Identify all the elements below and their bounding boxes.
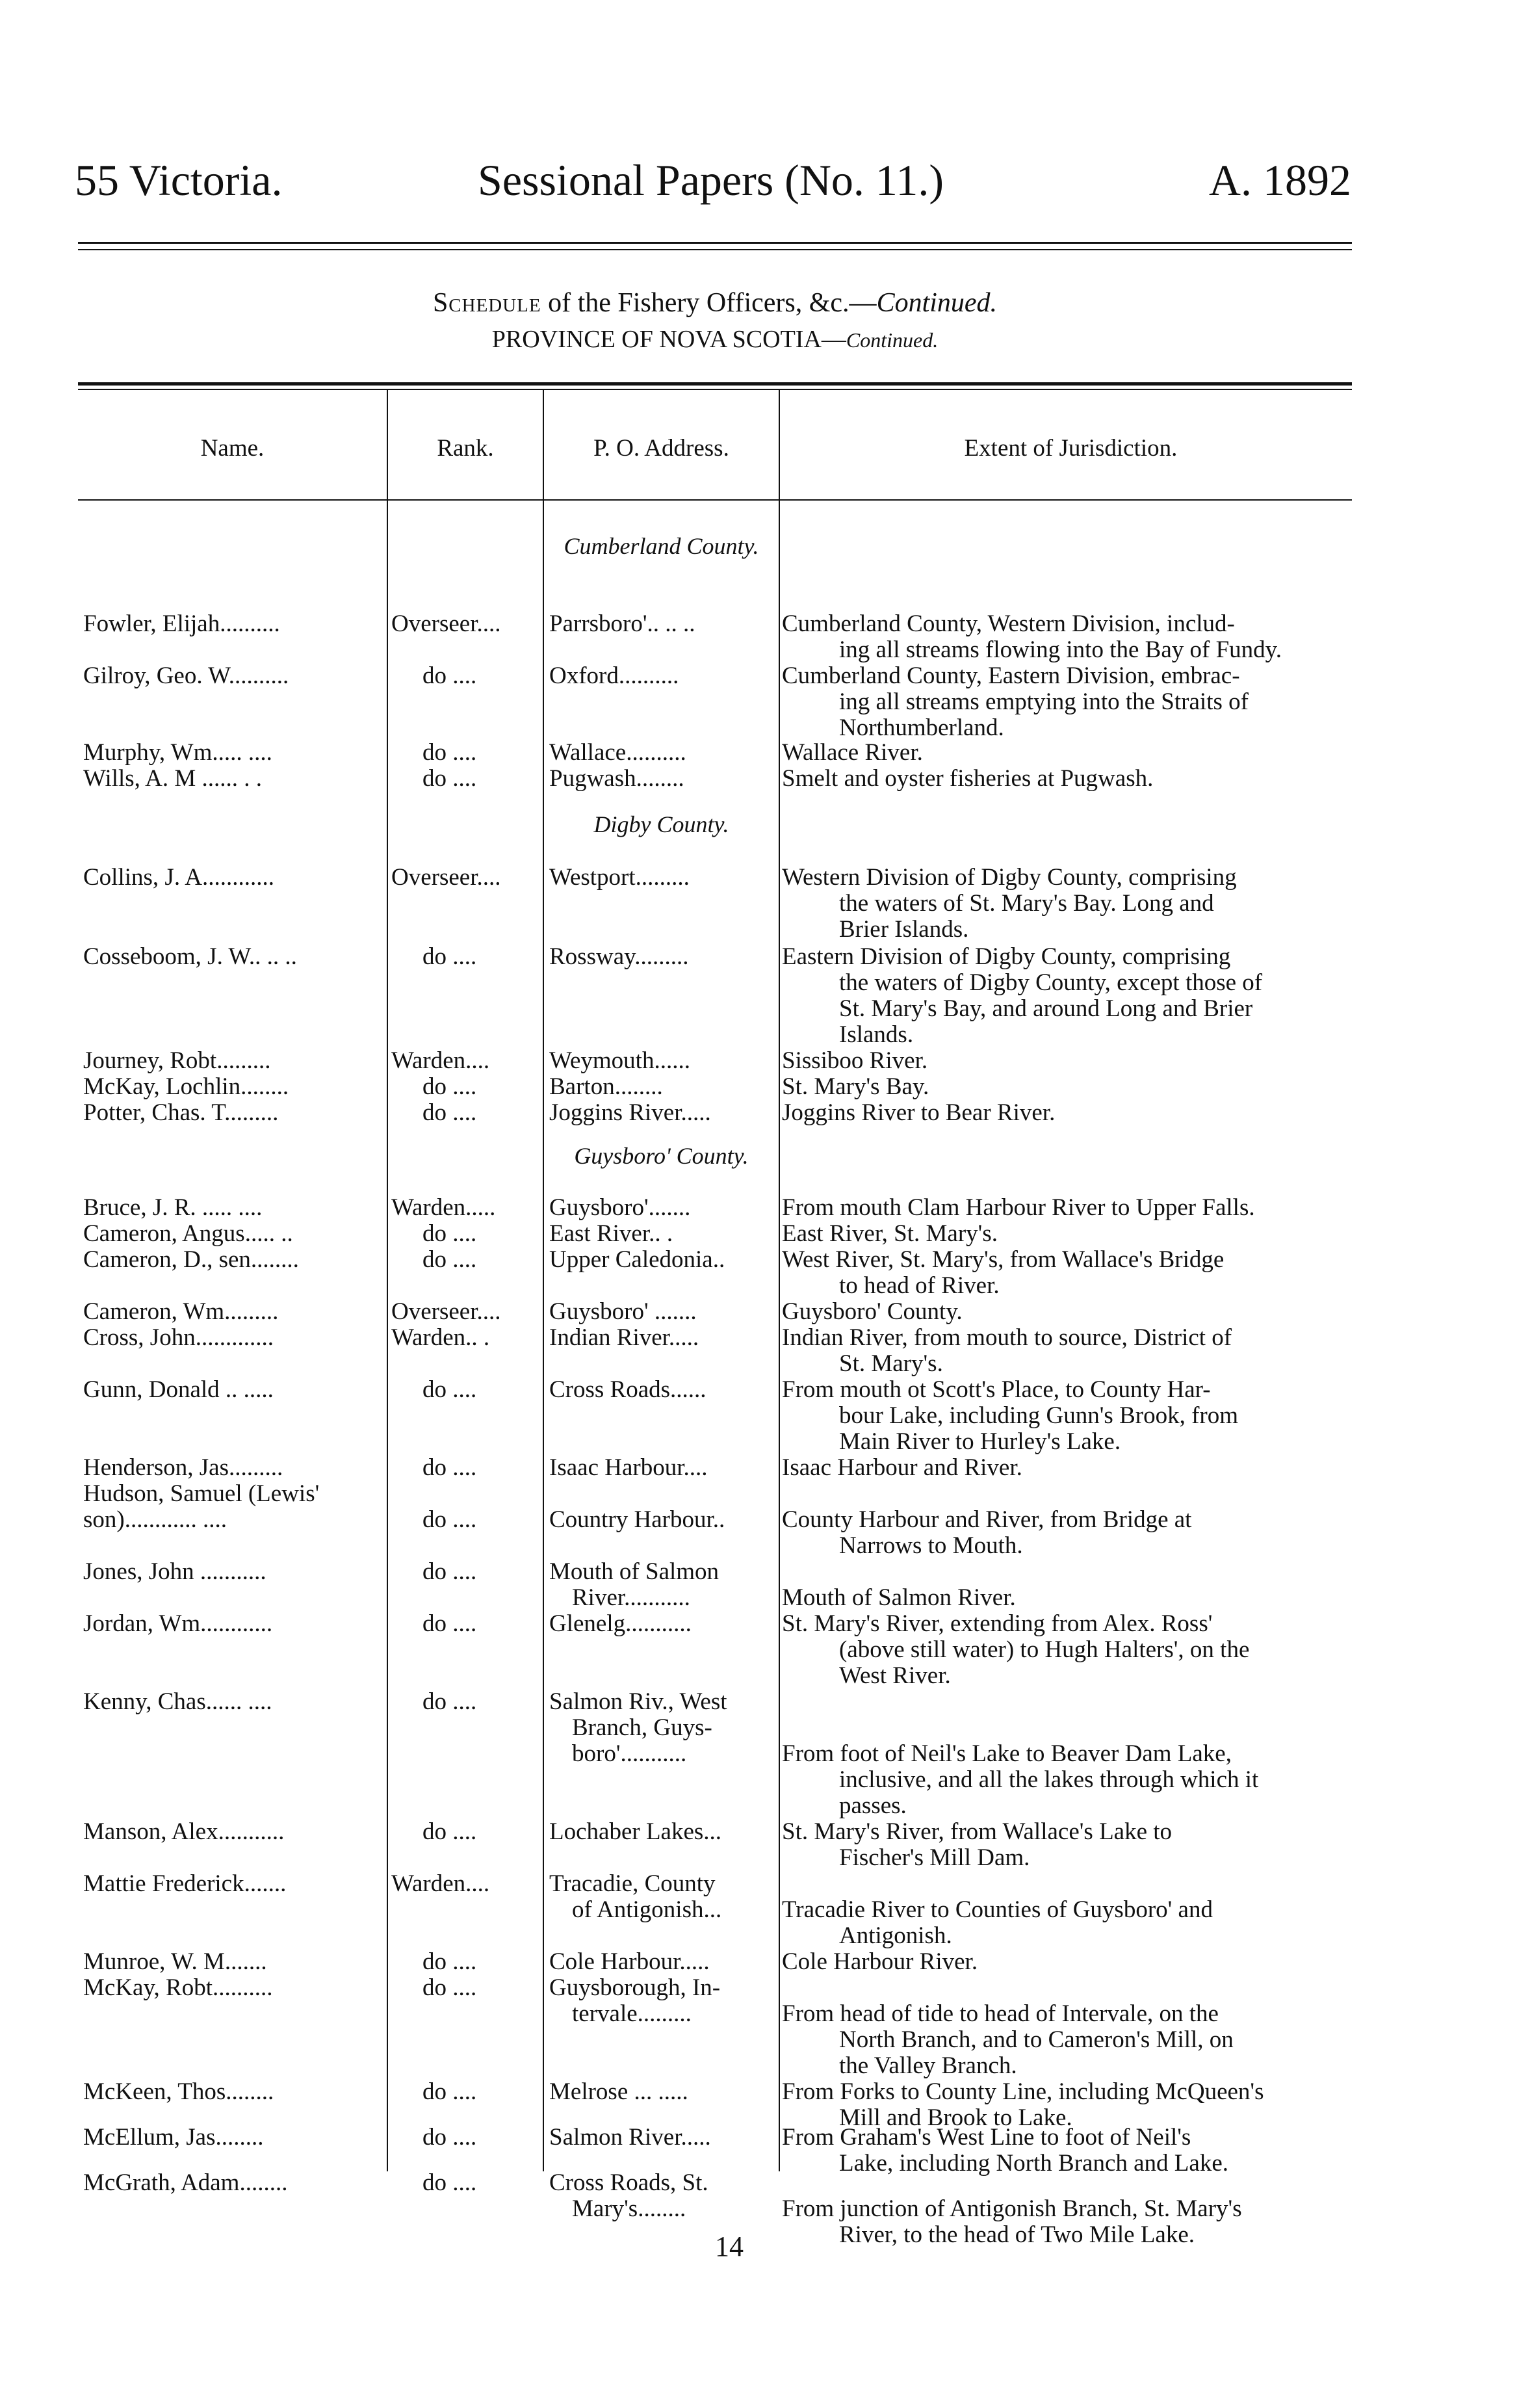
extent-line: From foot of Neil's Lake to Beaver Dam Lake, (782, 1740, 1232, 1767)
extent-line: ing all streams flowing into the Bay of Fundy. (839, 636, 1282, 663)
schedule-continued: Continued. (876, 288, 998, 318)
officer-name: Cameron, Angus..... .. (83, 1220, 293, 1247)
officer-rank: do .... (422, 2169, 477, 2196)
officer-extent (782, 1048, 1362, 1074)
header-address: P. O. Address. (593, 435, 729, 462)
county-heading-guysboro: Guysboro' County. (574, 1143, 749, 1169)
officer-extent (782, 1949, 1362, 1975)
extent-line: From head of tide to head of Intervale, on the (782, 2000, 1219, 2027)
officer-name: McEllum, Jas........ (83, 2124, 264, 2151)
extent-line: Islands. (839, 1021, 914, 1048)
officer-extent (782, 1377, 1362, 1455)
officer-rank: do .... (422, 1454, 477, 1481)
extent-line: County Harbour and River, from Bridge at (782, 1506, 1192, 1533)
officer-extent (782, 663, 1362, 741)
extent-line: Brier Islands. (839, 916, 969, 943)
officer-extent (782, 2196, 1362, 2248)
extent-line: Main River to Hurley's Lake. (839, 1428, 1121, 1455)
officer-name: Henderson, Jas......... (83, 1454, 283, 1481)
extent-line: From mouth Clam Harbour River to Upper Falls. (782, 1194, 1255, 1221)
officer-name-cont: son)............ .... (83, 1506, 227, 1533)
officer-extent (782, 1819, 1362, 1871)
officer-name: Mattie Frederick....... (83, 1870, 287, 1897)
officer-rank: do .... (422, 1818, 477, 1845)
extent-line: Smelt and oyster fisheries at Pugwash. (782, 765, 1154, 792)
officer-extent (782, 611, 1362, 663)
officer-extent (782, 1897, 1362, 1949)
officer-name: Gilroy, Geo. W.......... (83, 662, 289, 689)
officer-address: Joggins River..... (549, 1099, 711, 1126)
officer-rank: do .... (422, 1376, 477, 1403)
officer-rank: do .... (422, 1558, 477, 1585)
officer-address-cont: boro'........... (572, 1740, 687, 1767)
extent-line: Western Division of Digby County, comprising (782, 864, 1237, 891)
extent-line: River, to the head of Two Mile Lake. (839, 2221, 1195, 2248)
officer-name: Wills, A. M ...... . . (83, 765, 263, 792)
officer-extent (782, 944, 1362, 1048)
schedule-title-text: of the Fishery Officers, &c.— (541, 288, 877, 318)
extent-line: Eastern Division of Digby County, comprising (782, 943, 1231, 970)
extent-line: Narrows to Mouth. (839, 1532, 1023, 1559)
header-bottom-rule (78, 499, 1352, 501)
extent-line: From mouth ot Scott's Place, to County Har- (782, 1376, 1211, 1403)
officer-address: Guysboro' ....... (549, 1298, 697, 1325)
officer-address: Cross Roads, St. (549, 2169, 708, 2196)
officer-extent (782, 1221, 1362, 1247)
header-extent: Extent of Jurisdiction. (964, 435, 1178, 462)
running-head-center: Sessional Papers (No. 11.) (478, 155, 944, 205)
officer-name: Gunn, Donald .. ..... (83, 1376, 274, 1403)
extent-line: North Branch, and to Cameron's Mill, on (839, 2026, 1234, 2053)
officer-rank: do .... (422, 1099, 477, 1126)
table-top-rule-thin (78, 389, 1352, 390)
officer-name: Kenny, Chas...... .... (83, 1688, 272, 1715)
extent-line: Sissiboo River. (782, 1047, 928, 1074)
officer-rank: Warden..... (391, 1194, 496, 1221)
extent-line: Cole Harbour River. (782, 1948, 978, 1975)
officer-address: Melrose ... ..... (549, 2078, 688, 2105)
page-number: 14 (715, 2231, 744, 2262)
officer-extent (782, 2001, 1362, 2079)
officer-rank: do .... (422, 1220, 477, 1247)
officer-rank: do .... (422, 1073, 477, 1100)
officer-name: Collins, J. A............ (83, 864, 274, 891)
officer-extent (782, 865, 1362, 943)
officer-name: Cross, John............. (83, 1324, 274, 1351)
officer-name: Jones, John ........... (83, 1558, 266, 1585)
extent-line: St. Mary's Bay. (782, 1073, 929, 1100)
extent-line: From Graham's West Line to foot of Neil's (782, 2124, 1191, 2151)
extent-line: East River, St. Mary's. (782, 1220, 998, 1247)
officer-address: Westport......... (549, 864, 690, 891)
extent-line: Mouth of Salmon River. (782, 1584, 1016, 1611)
officer-rank: do .... (422, 1974, 477, 2001)
officer-extent (782, 766, 1362, 792)
officer-address-cont: River........... (572, 1584, 690, 1611)
officer-extent (782, 1611, 1362, 1689)
officer-address: Cross Roads...... (549, 1376, 707, 1403)
officer-name: McGrath, Adam........ (83, 2169, 288, 2196)
extent-line: Tracadie River to Counties of Guysboro' and (782, 1896, 1213, 1923)
officer-address: Cole Harbour..... (549, 1948, 710, 1975)
officer-address: Salmon Riv., West (549, 1688, 727, 1715)
officer-address: Salmon River..... (549, 2124, 711, 2151)
officer-name: Jordan, Wm............ (83, 1610, 273, 1637)
officer-address: Indian River..... (549, 1324, 699, 1351)
officer-extent (782, 740, 1362, 766)
province-continued: Continued. (846, 328, 939, 352)
officer-extent (782, 2079, 1362, 2131)
officer-address-cont: tervale......... (572, 2000, 692, 2027)
header-rank: Rank. (437, 435, 494, 462)
extent-line: From junction of Antigonish Branch, St. Mary's (782, 2195, 1242, 2222)
extent-line: Fischer's Mill Dam. (839, 1844, 1030, 1871)
officer-extent (782, 1195, 1362, 1221)
officer-name: McKay, Lochlin........ (83, 1073, 289, 1100)
column-separator (779, 390, 780, 2171)
officer-address: Tracadie, County (549, 1870, 716, 1897)
extent-line: Northumberland. (839, 714, 1004, 741)
officer-address: Barton........ (549, 1073, 663, 1100)
extent-line: the waters of St. Mary's Bay. Long and (839, 890, 1214, 917)
officer-rank: do .... (422, 765, 477, 792)
officer-name: McKeen, Thos........ (83, 2078, 274, 2105)
officer-address: Wallace.......... (549, 739, 686, 766)
province-title (78, 325, 1352, 354)
officer-rank: Overseer.... (391, 1298, 501, 1325)
officer-address: Lochaber Lakes... (549, 1818, 722, 1845)
county-heading-digby: Digby County. (593, 811, 729, 837)
extent-line: the Valley Branch. (839, 2052, 1017, 2079)
officer-rank: do .... (422, 1246, 477, 1273)
officer-name: Hudson, Samuel (Lewis' (83, 1480, 320, 1507)
extent-line: bour Lake, including Gunn's Brook, from (839, 1402, 1238, 1429)
officer-extent (782, 1741, 1362, 1819)
officer-rank: do .... (422, 1688, 477, 1715)
extent-line: to head of River. (839, 1272, 1000, 1299)
officer-rank: Warden.... (391, 1047, 490, 1074)
officer-address: Pugwash........ (549, 765, 684, 792)
extent-line: From Forks to County Line, including McQueen's (782, 2078, 1264, 2105)
schedule-title (78, 287, 1352, 319)
extent-line: (above still water) to Hugh Halters', on the (839, 1636, 1250, 1663)
officer-rank: do .... (422, 943, 477, 970)
officer-address-cont: Branch, Guys- (572, 1714, 712, 1741)
officer-name: Cosseboom, J. W.. .. .. (83, 943, 297, 970)
extent-line: passes. (839, 1792, 907, 1819)
officer-address: Country Harbour.. (549, 1506, 725, 1533)
extent-line: the waters of Digby County, except those of (839, 969, 1263, 996)
officer-rank: do .... (422, 2124, 477, 2151)
running-head-left: 55 Victoria. (75, 155, 283, 205)
extent-line: Mill and Brook to Lake. (839, 2104, 1072, 2131)
extent-line: Isaac Harbour and River. (782, 1454, 1022, 1481)
officer-extent (782, 1247, 1362, 1299)
officer-name: Bruce, J. R. ..... .... (83, 1194, 263, 1221)
officer-extent (782, 1455, 1362, 1481)
extent-line: Joggins River to Bear River. (782, 1099, 1056, 1126)
officer-rank: Warden.. . (391, 1324, 490, 1351)
extent-line: Guysboro' County. (782, 1298, 963, 1325)
officer-address: Guysboro'....... (549, 1194, 691, 1221)
officer-address: Oxford.......... (549, 662, 679, 689)
running-head (75, 155, 1351, 213)
extent-line: Cumberland County, Western Division, includ- (782, 610, 1235, 637)
extent-line: Indian River, from mouth to source, District of (782, 1324, 1232, 1351)
extent-line: St. Mary's River, from Wallace's Lake to (782, 1818, 1173, 1845)
head-rule-bottom (78, 249, 1352, 250)
officer-rank: do .... (422, 1506, 477, 1533)
county-heading-cumberland: Cumberland County. (564, 533, 759, 559)
officer-name: Cameron, D., sen........ (83, 1246, 299, 1273)
head-rule-top (78, 242, 1352, 244)
officer-extent (782, 1325, 1362, 1377)
officer-rank: Overseer.... (391, 864, 501, 891)
officer-address-cont: of Antigonish... (572, 1896, 722, 1923)
officer-name: Murphy, Wm..... .... (83, 739, 272, 766)
officer-rank: do .... (422, 2078, 477, 2105)
officer-rank: do .... (422, 739, 477, 766)
officer-rank: Warden.... (391, 1870, 490, 1897)
officer-address: Rossway......... (549, 943, 689, 970)
extent-line: ing all streams emptying into the Straits of (839, 688, 1249, 715)
extent-line: West River. (839, 1662, 951, 1689)
schedule-word: Schedule (432, 288, 541, 318)
column-separator (387, 390, 388, 2171)
province-name: PROVINCE OF NOVA SCOTIA— (491, 326, 846, 353)
officer-address: Parrsboro'.. .. .. (549, 610, 695, 637)
officer-address: Weymouth...... (549, 1047, 690, 1074)
officer-address: Mouth of Salmon (549, 1558, 720, 1585)
officer-name: Journey, Robt......... (83, 1047, 271, 1074)
officer-extent (782, 1507, 1362, 1559)
officer-address: Guysborough, In- (549, 1974, 721, 2001)
header-name: Name. (200, 435, 265, 462)
officer-rank: Overseer.... (391, 610, 501, 637)
officer-name: McKay, Robt.......... (83, 1974, 273, 2001)
officer-address: Upper Caledonia.. (549, 1246, 725, 1273)
officer-extent (782, 1074, 1362, 1100)
officer-address: Isaac Harbour.... (549, 1454, 708, 1481)
column-separator (543, 390, 544, 2171)
extent-line: Antigonish. (839, 1922, 952, 1949)
officer-name: Munroe, W. M....... (83, 1948, 267, 1975)
running-head-right: A. 1892 (1208, 155, 1351, 205)
table-top-rule (78, 382, 1352, 386)
officer-extent (782, 1100, 1362, 1126)
officer-address-cont: Mary's........ (572, 2195, 686, 2222)
extent-line: St. Mary's Bay, and around Long and Brier (839, 995, 1253, 1022)
officer-rank: do .... (422, 1948, 477, 1975)
extent-line: inclusive, and all the lakes through which it (839, 1766, 1259, 1793)
extent-line: West River, St. Mary's, from Wallace's Bridge (782, 1246, 1225, 1273)
officer-name: Cameron, Wm......... (83, 1298, 279, 1325)
extent-line: Cumberland County, Eastern Division, embrac- (782, 662, 1240, 689)
extent-line: St. Mary's. (839, 1350, 943, 1377)
officer-address: Glenelg........... (549, 1610, 692, 1637)
extent-line: St. Mary's River, extending from Alex. Ross' (782, 1610, 1213, 1637)
officer-address: East River.. . (549, 1220, 673, 1247)
officer-name: Manson, Alex........... (83, 1818, 285, 1845)
extent-line: Wallace River. (782, 739, 923, 766)
extent-line: Lake, including North Branch and Lake. (839, 2150, 1228, 2177)
officer-extent (782, 2125, 1362, 2177)
officer-name: Fowler, Elijah.......... (83, 610, 280, 637)
officer-rank: do .... (422, 1610, 477, 1637)
officer-rank: do .... (422, 662, 477, 689)
officer-name: Potter, Chas. T......... (83, 1099, 279, 1126)
officer-extent (782, 1299, 1362, 1325)
officer-extent (782, 1585, 1362, 1611)
